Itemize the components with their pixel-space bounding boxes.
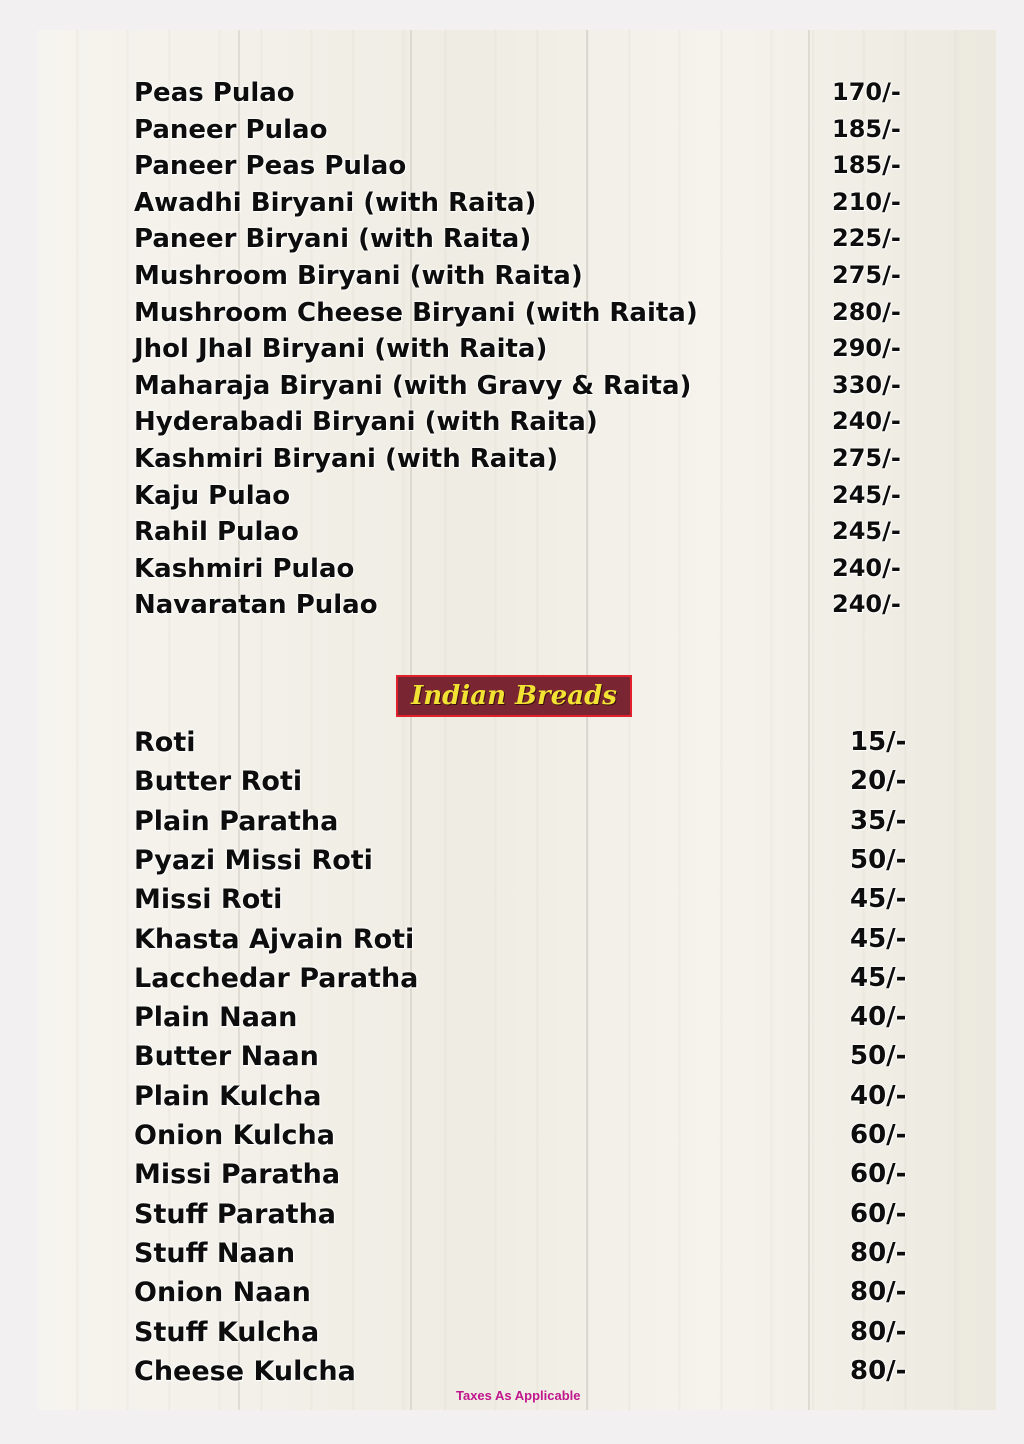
menu-item (38, 1199, 996, 1238)
section-title: Indian Breads (411, 681, 617, 711)
menu-item-name: Stuff Naan (134, 1237, 296, 1269)
menu-item-price: 245/- (832, 480, 901, 509)
menu-item-price: 275/- (832, 261, 901, 289)
menu-item-price: 60/- (850, 1120, 907, 1150)
menu-item (38, 1317, 996, 1356)
menu-item-name: Pyazi Missi Roti (134, 844, 373, 876)
menu-item (38, 845, 996, 884)
menu-item-price: 330/- (832, 370, 901, 399)
menu-item (38, 1238, 996, 1277)
menu-item (38, 766, 996, 805)
menu-item-name: Lacchedar Paratha (134, 962, 419, 994)
menu-item-price: 170/- (832, 78, 901, 106)
menu-item-name: Peas Pulao (134, 78, 295, 108)
menu-item-name: Paneer Pulao (134, 114, 328, 145)
menu-item (38, 371, 996, 408)
menu-item (38, 444, 996, 481)
menu-item (38, 151, 996, 188)
menu-item-price: 35/- (850, 805, 907, 836)
menu-item-name: Cheese Kulcha (134, 1355, 356, 1387)
menu-item-price: 80/- (850, 1237, 907, 1268)
menu-item-name: Stuff Paratha (134, 1198, 337, 1230)
menu-item-price: 275/- (832, 444, 901, 472)
menu-item-price: 80/- (850, 1316, 907, 1347)
menu-item (38, 188, 996, 225)
menu-item (38, 261, 996, 298)
taxes-note: Taxes As Applicable (456, 1388, 581, 1403)
menu-item-price: 50/- (850, 1041, 907, 1072)
menu-item-name: Jhol Jhal Biryani (with Raita) (134, 334, 548, 365)
menu-item-price: 40/- (850, 1002, 907, 1033)
menu-item (38, 1041, 996, 1080)
menu-item (38, 884, 996, 923)
menu-item-price: 280/- (832, 297, 901, 326)
menu-item (38, 1002, 996, 1041)
menu-item (38, 481, 996, 518)
menu-item-name: Butter Naan (134, 1041, 319, 1073)
menu-item (38, 115, 996, 152)
menu-item-price: 60/- (850, 1198, 907, 1229)
menu-item (38, 517, 996, 554)
menu-item-name: Mushroom Cheese Biryani (with Raita) (134, 297, 698, 328)
menu-page (38, 30, 996, 1410)
menu-item (38, 298, 996, 335)
menu-item (38, 924, 996, 963)
menu-item-name: Maharaja Biryani (with Gravy & Raita) (134, 370, 692, 401)
menu-item-name: Kashmiri Biryani (with Raita) (134, 444, 559, 474)
menu-item (38, 1159, 996, 1198)
menu-item-name: Plain Paratha (134, 805, 339, 837)
menu-item-name: Kashmiri Pulao (134, 553, 355, 584)
menu-item-price: 50/- (850, 844, 907, 875)
menu-item (38, 78, 996, 115)
menu-item-name: Rahil Pulao (134, 517, 299, 548)
menu-item-price: 60/- (850, 1159, 907, 1190)
menu-item-price: 40/- (850, 1080, 907, 1111)
menu-item-name: Awadhi Biryani (with Raita) (134, 187, 537, 218)
menu-item-price: 45/- (850, 962, 907, 993)
menu-item-name: Onion Kulcha (134, 1120, 335, 1151)
menu-item-name: Onion Naan (134, 1277, 311, 1309)
menu-item-name: Khasta Ajvain Roti (134, 923, 415, 955)
menu-item-name: Hyderabadi Biryani (with Raita) (134, 407, 598, 438)
section-header-indian-breads (396, 675, 632, 717)
menu-item (38, 334, 996, 371)
menu-item-name: Plain Naan (134, 1002, 298, 1034)
menu-item-name: Roti (134, 727, 196, 758)
menu-item-name: Paneer Biryani (with Raita) (134, 224, 532, 255)
menu-item-name: Navaratan Pulao (134, 590, 378, 621)
menu-item (38, 554, 996, 591)
menu-item-price: 15/- (850, 727, 907, 757)
menu-item (38, 1081, 996, 1120)
menu-item-name: Kaju Pulao (134, 480, 291, 511)
menu-item (38, 407, 996, 444)
menu-item-price: 240/- (832, 407, 901, 436)
menu-item-price: 225/- (832, 224, 901, 253)
menu-item-name: Butter Roti (134, 766, 303, 798)
menu-item (38, 806, 996, 845)
menu-item (38, 963, 996, 1002)
menu-item-price: 185/- (832, 151, 901, 180)
menu-item (38, 224, 996, 261)
menu-item-price: 245/- (832, 517, 901, 546)
menu-item (38, 1120, 996, 1159)
menu-item-price: 240/- (832, 590, 901, 619)
menu-item-price: 185/- (832, 114, 901, 143)
menu-item-price: 80/- (850, 1355, 907, 1386)
menu-item (38, 727, 996, 766)
menu-item-price: 80/- (850, 1277, 907, 1308)
menu-item-price: 20/- (850, 766, 907, 797)
menu-item-name: Stuff Kulcha (134, 1316, 320, 1348)
menu-item-price: 240/- (832, 553, 901, 582)
menu-item-name: Mushroom Biryani (with Raita) (134, 261, 583, 291)
menu-item-name: Missi Paratha (134, 1159, 341, 1191)
menu-item (38, 1277, 996, 1316)
menu-item-price: 210/- (832, 187, 901, 216)
menu-item-name: Missi Roti (134, 884, 283, 916)
menu-item-name: Plain Kulcha (134, 1080, 322, 1112)
menu-item-price: 45/- (850, 884, 907, 915)
menu-item-name: Paneer Peas Pulao (134, 151, 407, 182)
menu-item (38, 590, 996, 627)
menu-item-price: 45/- (850, 923, 907, 954)
menu-item-price: 290/- (832, 334, 901, 363)
